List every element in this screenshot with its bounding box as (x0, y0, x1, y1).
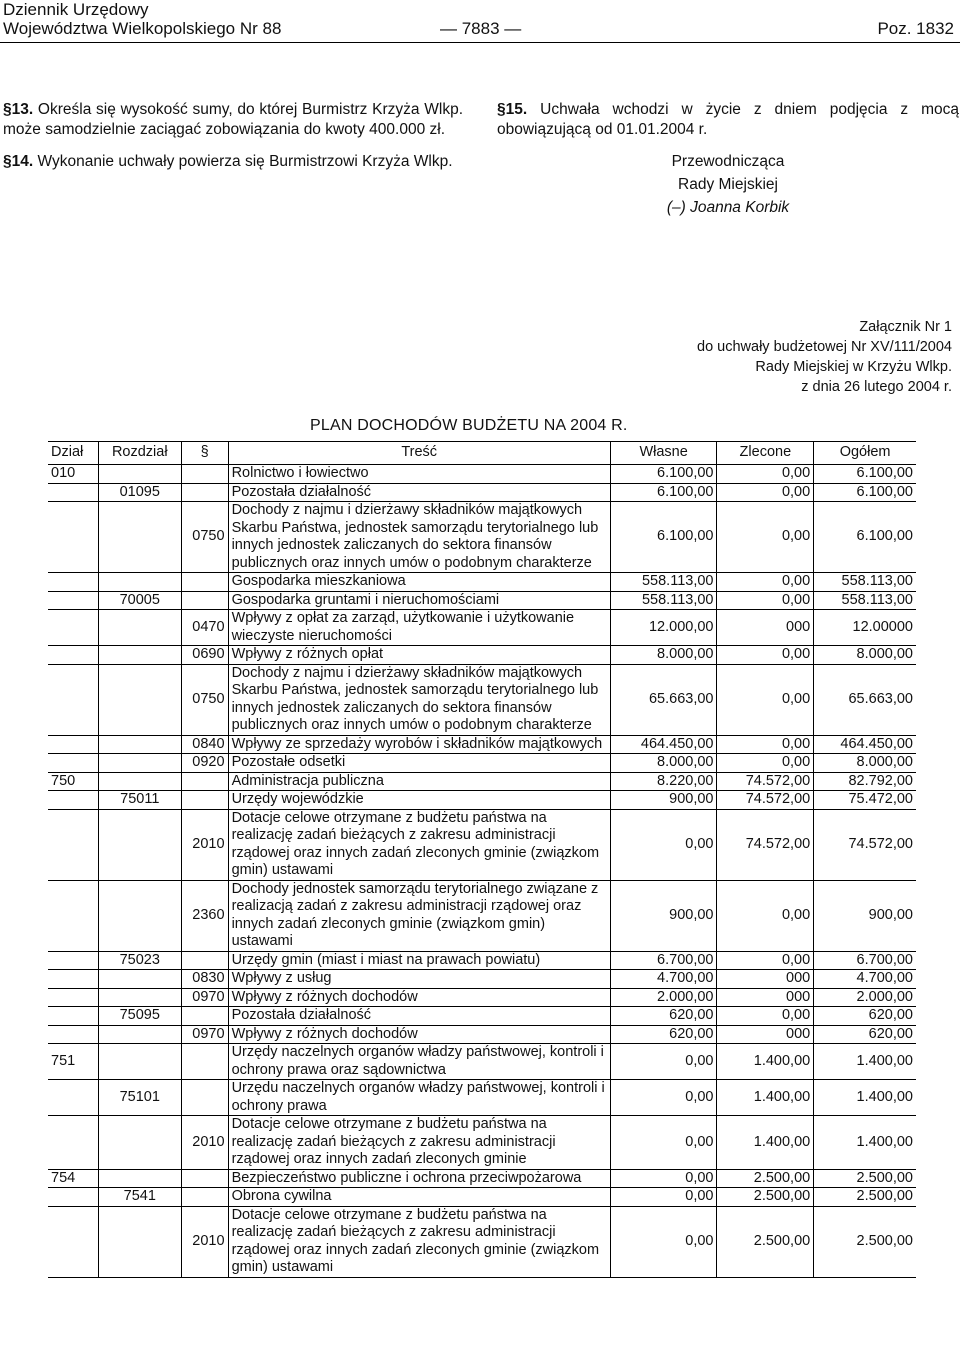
row-paragraph: 2010 (181, 1116, 228, 1170)
row-wlasne: 2.000,00 (610, 988, 717, 1007)
row-zlecone: 0,00 (717, 483, 814, 502)
row-dzial: 754 (48, 1169, 98, 1188)
row-dzial: 010 (48, 465, 98, 484)
row-wlasne: 6.700,00 (610, 951, 717, 970)
row-tresc: Urzędy wojewódzkie (228, 791, 610, 810)
row-wlasne: 8.000,00 (610, 754, 717, 773)
row-zlecone: 0,00 (717, 502, 814, 573)
row-zlecone: 1.400,00 (717, 1116, 814, 1170)
paragraph-15-number: §15. (497, 101, 528, 118)
row-rozdzial (98, 664, 181, 735)
row-dzial (48, 1007, 98, 1026)
row-zlecone: 0,00 (717, 1007, 814, 1026)
table-row (48, 1188, 916, 1207)
table-row (48, 809, 916, 880)
header-ogolem: Ogółem (814, 442, 916, 465)
signature-title-2: Rady Miejskiej (678, 176, 778, 193)
table-row (48, 1007, 916, 1026)
table-row (48, 591, 916, 610)
row-zlecone: 000 (717, 610, 814, 646)
row-zlecone: 0,00 (717, 646, 814, 665)
row-tresc: Dotacje celowe otrzymane z budżetu państwa na realizację zadań bieżących z zakresu administracji rządowej oraz innych zadań zleconych gminie (228, 1116, 610, 1170)
table-row (48, 1116, 916, 1170)
row-ogolem: 464.450,00 (814, 735, 916, 754)
row-paragraph: 2010 (181, 1206, 228, 1277)
position-number: Poz. 1832 (877, 19, 954, 38)
row-paragraph (181, 1080, 228, 1116)
journal-title (3, 0, 281, 38)
row-tresc: Dotacje celowe otrzymane z budżetu państwa na realizację zadań bieżących z zakresu administracji rządowej oraz innych zadań zleconych gminie (związkom gmin) ustawami (228, 1206, 610, 1277)
row-tresc: Bezpieczeństwo publiczne i ochrona przeciwpożarowa (228, 1169, 610, 1188)
row-ogolem: 2.000,00 (814, 988, 916, 1007)
row-wlasne: 558.113,00 (610, 591, 717, 610)
row-wlasne: 65.663,00 (610, 664, 717, 735)
row-zlecone: 0,00 (717, 754, 814, 773)
row-rozdzial (98, 1044, 181, 1080)
row-paragraph (181, 483, 228, 502)
row-wlasne: 900,00 (610, 791, 717, 810)
row-rozdzial (98, 1116, 181, 1170)
row-wlasne: 12.000,00 (610, 610, 717, 646)
row-ogolem: 75.472,00 (814, 791, 916, 810)
row-ogolem: 82.792,00 (814, 772, 916, 791)
annex-line-1: Załącznik Nr 1 (859, 319, 952, 335)
table-row (48, 791, 916, 810)
revenue-plan-table (48, 441, 916, 1278)
table-header-row (48, 442, 916, 465)
annex-line-2: do uchwały budżetowej Nr XV/111/2004 (697, 339, 952, 355)
row-wlasne: 8.220,00 (610, 772, 717, 791)
row-rozdzial (98, 610, 181, 646)
row-rozdzial (98, 735, 181, 754)
row-tresc: Pozostała działalność (228, 1007, 610, 1026)
row-zlecone: 0,00 (717, 735, 814, 754)
row-zlecone: 2.500,00 (717, 1206, 814, 1277)
annex-reference (697, 317, 952, 397)
row-tresc: Wpływy z usług (228, 970, 610, 989)
row-dzial (48, 988, 98, 1007)
row-ogolem: 2.500,00 (814, 1169, 916, 1188)
row-tresc: Wpływy z różnych opłat (228, 646, 610, 665)
row-tresc: Wpływy z różnych dochodów (228, 988, 610, 1007)
header-wlasne: Własne (610, 442, 717, 465)
row-dzial (48, 880, 98, 951)
right-column (497, 100, 959, 219)
row-rozdzial: 7541 (98, 1188, 181, 1207)
row-wlasne: 6.100,00 (610, 465, 717, 484)
row-zlecone: 74.572,00 (717, 772, 814, 791)
row-tresc: Pozostałe odsetki (228, 754, 610, 773)
journal-title-line1: Dziennik Urzędowy (3, 0, 149, 19)
row-wlasne: 4.700,00 (610, 970, 717, 989)
paragraph-13-text: Określa się wysokość sumy, do której Burmistrz Krzyża Wlkp. może samodzielnie zaciągać zobowiązania do kwoty 400.000 zł. (3, 101, 464, 138)
table-row (48, 465, 916, 484)
table-row (48, 772, 916, 791)
row-tresc: Administracja publiczna (228, 772, 610, 791)
row-tresc: Urzędu naczelnych organów władzy państwowej, kontroli i ochrony prawa (228, 1080, 610, 1116)
row-tresc: Pozostała działalność (228, 483, 610, 502)
row-rozdzial (98, 573, 181, 592)
row-zlecone: 2.500,00 (717, 1169, 814, 1188)
row-zlecone: 2.500,00 (717, 1188, 814, 1207)
row-paragraph: 0840 (181, 735, 228, 754)
paragraph-14-text: Wykonanie uchwały powierza się Burmistrzowi Krzyża Wlkp. (37, 153, 453, 170)
row-wlasne: 620,00 (610, 1007, 717, 1026)
paragraph-14 (3, 152, 463, 172)
row-wlasne: 620,00 (610, 1025, 717, 1044)
row-ogolem: 1.400,00 (814, 1044, 916, 1080)
row-ogolem: 1.400,00 (814, 1080, 916, 1116)
row-paragraph: 0690 (181, 646, 228, 665)
journal-title-line2: Województwa Wielkopolskiego Nr 88 (3, 19, 282, 38)
header-paragraph: § (181, 442, 228, 465)
row-tresc: Urzędy gmin (miast i miast na prawach powiatu) (228, 951, 610, 970)
row-tresc: Gospodarka mieszkaniowa (228, 573, 610, 592)
row-dzial (48, 573, 98, 592)
paragraph-13-number: §13. (3, 101, 34, 118)
row-paragraph: 0970 (181, 1025, 228, 1044)
row-zlecone: 74.572,00 (717, 791, 814, 810)
row-ogolem: 8.000,00 (814, 754, 916, 773)
row-zlecone: 0,00 (717, 664, 814, 735)
row-zlecone: 0,00 (717, 591, 814, 610)
row-paragraph (181, 951, 228, 970)
row-ogolem: 558.113,00 (814, 573, 916, 592)
row-paragraph: 0830 (181, 970, 228, 989)
row-ogolem: 2.500,00 (814, 1188, 916, 1207)
table-row (48, 502, 916, 573)
row-paragraph (181, 1188, 228, 1207)
header-divider (0, 42, 960, 43)
row-dzial: 751 (48, 1044, 98, 1080)
row-zlecone: 0,00 (717, 880, 814, 951)
annex-line-3: Rady Miejskiej w Krzyżu Wlkp. (755, 359, 952, 375)
row-wlasne: 0,00 (610, 1044, 717, 1080)
plan-title: PLAN DOCHODÓW BUDŻETU NA 2004 R. (310, 417, 628, 434)
row-ogolem: 12.00000 (814, 610, 916, 646)
row-ogolem: 620,00 (814, 1007, 916, 1026)
row-wlasne: 464.450,00 (610, 735, 717, 754)
row-paragraph (181, 1007, 228, 1026)
row-zlecone: 0,00 (717, 573, 814, 592)
row-zlecone: 0,00 (717, 465, 814, 484)
row-tresc: Dochody jednostek samorządu terytorialnego związane z realizacją zadań z zakresu administracji rządowej oraz innych zadań zleconych gminie (związkom gmin) ustawami (228, 880, 610, 951)
row-paragraph: 0750 (181, 502, 228, 573)
row-dzial (48, 610, 98, 646)
table-row (48, 970, 916, 989)
row-paragraph (181, 791, 228, 810)
table-row (48, 1025, 916, 1044)
table-row (48, 1044, 916, 1080)
table-row (48, 735, 916, 754)
row-rozdzial: 75095 (98, 1007, 181, 1026)
row-wlasne: 900,00 (610, 880, 717, 951)
signature-block (497, 150, 959, 219)
row-rozdzial: 70005 (98, 591, 181, 610)
row-dzial (48, 1206, 98, 1277)
row-wlasne: 0,00 (610, 809, 717, 880)
row-tresc: Gospodarka gruntami i nieruchomościami (228, 591, 610, 610)
row-ogolem: 900,00 (814, 880, 916, 951)
row-tresc: Wpływy z opłat za zarząd, użytkowanie i użytkowanie wieczyste nieruchomości (228, 610, 610, 646)
row-ogolem: 4.700,00 (814, 970, 916, 989)
row-ogolem: 558.113,00 (814, 591, 916, 610)
row-tresc: Dotacje celowe otrzymane z budżetu państwa na realizację zadań bieżących z zakresu administracji rządowej oraz innych zadań zleconych gminie (związkom gmin) ustawami (228, 809, 610, 880)
row-ogolem: 6.700,00 (814, 951, 916, 970)
header-zlecone: Zlecone (717, 442, 814, 465)
row-zlecone: 000 (717, 988, 814, 1007)
row-ogolem: 74.572,00 (814, 809, 916, 880)
row-tresc: Rolnictwo i łowiectwo (228, 465, 610, 484)
row-paragraph: 2360 (181, 880, 228, 951)
row-rozdzial (98, 1169, 181, 1188)
paragraph-15-text: Uchwała wchodzi w życie z dniem podjęcia z mocą obowiązującą od 01.01.2004 r. (497, 101, 959, 138)
row-tresc: Dochody z najmu i dzierżawy składników majątkowych Skarbu Państwa, jednostek samorządu terytorialnego lub innych jednostek zaliczanych do sektora finansów publicznych oraz innych umów o podobnym charakterze (228, 502, 610, 573)
row-dzial (48, 591, 98, 610)
row-wlasne: 6.100,00 (610, 483, 717, 502)
row-dzial (48, 735, 98, 754)
row-wlasne: 6.100,00 (610, 502, 717, 573)
row-dzial (48, 1188, 98, 1207)
header-rozdzial: Rozdział (98, 442, 181, 465)
row-rozdzial (98, 465, 181, 484)
row-tresc: Dochody z najmu i dzierżawy składników majątkowych Skarbu Państwa, jednostek samorządu terytorialnego lub innych jednostek zaliczanych do sektora finansów publicznych oraz innych umów o podobnym charakterze (228, 664, 610, 735)
table-row (48, 483, 916, 502)
row-paragraph: 0750 (181, 664, 228, 735)
row-zlecone: 1.400,00 (717, 1044, 814, 1080)
row-wlasne: 0,00 (610, 1116, 717, 1170)
table-row (48, 988, 916, 1007)
row-ogolem: 2.500,00 (814, 1206, 916, 1277)
row-zlecone: 74.572,00 (717, 809, 814, 880)
left-column (3, 100, 463, 172)
row-ogolem: 6.100,00 (814, 483, 916, 502)
row-dzial (48, 664, 98, 735)
row-rozdzial (98, 1206, 181, 1277)
row-dzial (48, 1080, 98, 1116)
row-rozdzial (98, 502, 181, 573)
header-dzial: Dział (48, 442, 98, 465)
row-rozdzial: 75101 (98, 1080, 181, 1116)
paragraph-13 (3, 100, 463, 140)
table-row (48, 610, 916, 646)
row-wlasne: 558.113,00 (610, 573, 717, 592)
page-number: — 7883 — (440, 19, 522, 38)
row-dzial (48, 1116, 98, 1170)
row-paragraph (181, 1044, 228, 1080)
row-dzial (48, 970, 98, 989)
annex-line-4: z dnia 26 lutego 2004 r. (801, 379, 952, 395)
row-zlecone: 000 (717, 1025, 814, 1044)
row-paragraph: 0470 (181, 610, 228, 646)
row-rozdzial (98, 988, 181, 1007)
signature-title-1: Przewodnicząca (671, 153, 785, 170)
row-rozdzial (98, 646, 181, 665)
row-ogolem: 8.000,00 (814, 646, 916, 665)
row-dzial (48, 502, 98, 573)
row-paragraph (181, 465, 228, 484)
row-tresc: Wpływy ze sprzedaży wyrobów i składników majątkowych (228, 735, 610, 754)
table-row (48, 1080, 916, 1116)
row-paragraph (181, 772, 228, 791)
table-row (48, 951, 916, 970)
table-row (48, 1169, 916, 1188)
row-paragraph: 0970 (181, 988, 228, 1007)
table-body (48, 465, 916, 1278)
row-paragraph: 0920 (181, 754, 228, 773)
row-paragraph: 2010 (181, 809, 228, 880)
row-rozdzial (98, 880, 181, 951)
table-row (48, 754, 916, 773)
row-dzial: 750 (48, 772, 98, 791)
table-row (48, 573, 916, 592)
table-row (48, 880, 916, 951)
row-tresc: Wpływy z różnych dochodów (228, 1025, 610, 1044)
header-tresc: Treść (228, 442, 610, 465)
row-rozdzial (98, 1025, 181, 1044)
row-wlasne: 0,00 (610, 1188, 717, 1207)
table-row (48, 646, 916, 665)
row-dzial (48, 791, 98, 810)
row-zlecone: 0,00 (717, 951, 814, 970)
row-rozdzial (98, 809, 181, 880)
row-ogolem: 620,00 (814, 1025, 916, 1044)
table-row (48, 1206, 916, 1277)
row-wlasne: 0,00 (610, 1206, 717, 1277)
row-ogolem: 65.663,00 (814, 664, 916, 735)
signature-name: (–) Joanna Korbik (666, 199, 790, 216)
row-wlasne: 8.000,00 (610, 646, 717, 665)
row-rozdzial (98, 772, 181, 791)
row-rozdzial (98, 970, 181, 989)
row-wlasne: 0,00 (610, 1169, 717, 1188)
row-rozdzial: 75011 (98, 791, 181, 810)
paragraph-15 (497, 100, 959, 140)
row-dzial (48, 483, 98, 502)
row-dzial (48, 646, 98, 665)
row-tresc: Urzędy naczelnych organów władzy państwowej, kontroli i ochrony prawa oraz sądownictwa (228, 1044, 610, 1080)
row-dzial (48, 809, 98, 880)
row-rozdzial (98, 754, 181, 773)
row-rozdzial: 01095 (98, 483, 181, 502)
row-ogolem: 1.400,00 (814, 1116, 916, 1170)
row-zlecone: 000 (717, 970, 814, 989)
row-dzial (48, 951, 98, 970)
row-paragraph (181, 1169, 228, 1188)
row-wlasne: 0,00 (610, 1080, 717, 1116)
row-zlecone: 1.400,00 (717, 1080, 814, 1116)
row-tresc: Obrona cywilna (228, 1188, 610, 1207)
row-rozdzial: 75023 (98, 951, 181, 970)
row-ogolem: 6.100,00 (814, 465, 916, 484)
row-dzial (48, 754, 98, 773)
paragraph-14-number: §14. (3, 153, 34, 170)
row-paragraph (181, 591, 228, 610)
table-row (48, 664, 916, 735)
row-ogolem: 6.100,00 (814, 502, 916, 573)
row-dzial (48, 1025, 98, 1044)
row-paragraph (181, 573, 228, 592)
